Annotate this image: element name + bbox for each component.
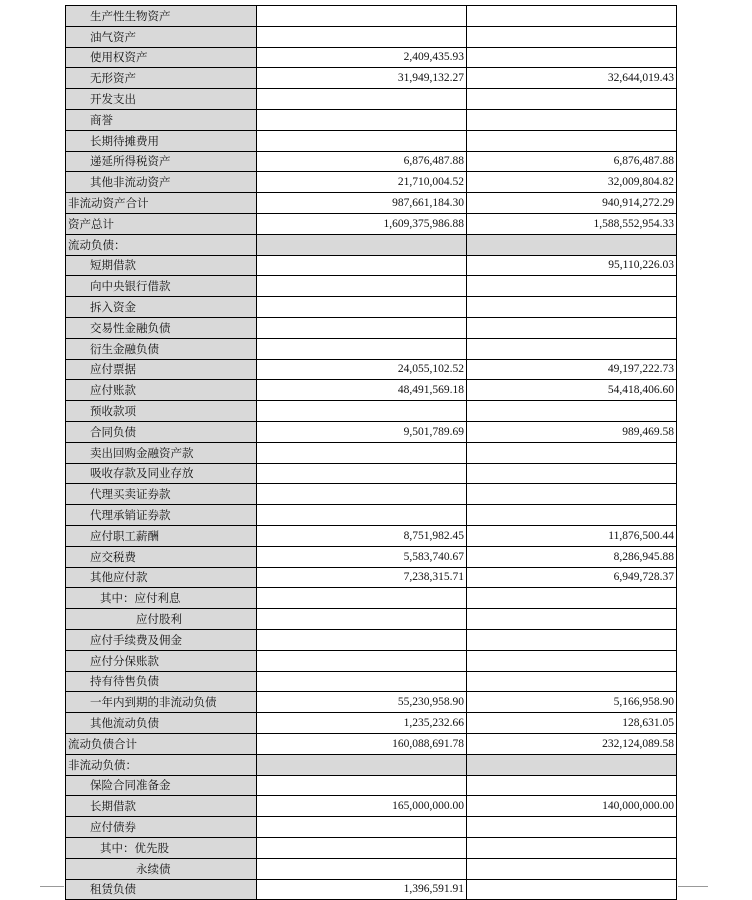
table-row <box>65 442 677 463</box>
period-end-value: 160,088,691.78 <box>392 737 464 750</box>
row-label-cell <box>65 463 256 484</box>
row-label-cell <box>65 650 256 671</box>
period-end-value: 987,661,184.30 <box>392 197 464 210</box>
period-begin-value-cell <box>466 546 677 567</box>
row-label-cell <box>65 296 256 317</box>
row-label: 生产性生物资产 <box>90 8 171 23</box>
row-label: 预收款项 <box>90 404 136 419</box>
row-label: 向中央银行借款 <box>90 279 171 294</box>
row-label: 资产总计 <box>68 216 114 231</box>
row-label-cell <box>65 525 256 546</box>
period-end-value-cell <box>256 5 466 26</box>
period-begin-value-cell <box>466 213 677 234</box>
period-begin-value-cell <box>466 151 677 172</box>
row-label: 应交税费 <box>90 549 136 564</box>
row-label-cell <box>65 816 256 837</box>
period-end-value-cell <box>256 608 466 629</box>
period-begin-value: 5,166,958.90 <box>613 696 674 709</box>
row-label-cell <box>65 421 256 442</box>
period-begin-value-cell <box>466 67 677 88</box>
table-row <box>65 671 677 692</box>
row-label: 持有待售负债 <box>90 674 159 689</box>
period-end-value-cell <box>256 629 466 650</box>
table-row <box>65 733 677 754</box>
period-end-value: 55,230,958.90 <box>397 696 464 709</box>
period-end-value-cell <box>256 421 466 442</box>
table-row <box>65 338 677 359</box>
row-label-cell <box>65 26 256 47</box>
period-end-value: 1,609,375,986.88 <box>383 217 464 230</box>
row-label-cell <box>65 858 256 879</box>
row-label: 永续债 <box>136 861 171 876</box>
table-row <box>65 88 677 109</box>
period-end-value: 8,751,982.45 <box>403 529 464 542</box>
period-begin-value-cell <box>466 317 677 338</box>
row-label-cell <box>65 109 256 130</box>
period-begin-value: 140,000,000.00 <box>602 800 674 813</box>
row-label: 长期借款 <box>90 799 136 814</box>
table-row <box>65 483 677 504</box>
period-end-value: 9,501,789.69 <box>403 425 464 438</box>
table-row <box>65 546 677 567</box>
period-begin-value-cell <box>466 629 677 650</box>
row-label: 流动负债合计 <box>68 736 137 751</box>
period-begin-value: 6,949,728.37 <box>613 571 674 584</box>
table-row <box>65 255 677 276</box>
period-begin-value-cell <box>466 400 677 421</box>
period-end-value-cell <box>256 587 466 608</box>
period-begin-value-cell <box>466 712 677 733</box>
period-begin-value-cell <box>466 858 677 879</box>
row-label-cell <box>65 151 256 172</box>
row-label-cell <box>65 5 256 26</box>
row-label-cell <box>65 483 256 504</box>
period-begin-value: 940,914,272.29 <box>602 197 674 210</box>
table-row <box>65 5 677 26</box>
period-begin-value: 128,631.05 <box>622 717 674 730</box>
row-label: 拆入资金 <box>90 300 136 315</box>
row-label: 应付票据 <box>90 362 136 377</box>
period-end-value-cell <box>256 712 466 733</box>
row-label: 一年内到期的非流动负债 <box>90 695 217 710</box>
row-label: 卖出回购金融资产款 <box>90 445 194 460</box>
row-label-cell <box>65 546 256 567</box>
row-label: 代理买卖证券款 <box>90 487 171 502</box>
period-end-value-cell <box>256 317 466 338</box>
period-begin-value-cell <box>466 47 677 68</box>
table-row <box>65 691 677 712</box>
period-end-value: 6,876,487.88 <box>403 155 464 168</box>
period-begin-value-cell <box>466 608 677 629</box>
row-label: 代理承销证券款 <box>90 508 171 523</box>
period-end-value-cell <box>256 442 466 463</box>
period-end-value-cell <box>256 171 466 192</box>
row-label-cell <box>65 213 256 234</box>
row-label-cell <box>65 671 256 692</box>
period-begin-value-cell <box>466 816 677 837</box>
period-end-value-cell <box>256 359 466 380</box>
period-begin-value: 989,469.58 <box>622 425 674 438</box>
row-label: 吸收存款及同业存放 <box>90 466 194 481</box>
row-label-cell <box>65 504 256 525</box>
table-row <box>65 234 677 255</box>
period-begin-value-cell <box>466 504 677 525</box>
balance-sheet-table <box>65 5 677 897</box>
period-end-value-cell <box>256 234 466 255</box>
period-end-value-cell <box>256 504 466 525</box>
table-row <box>65 379 677 400</box>
table-row <box>65 296 677 317</box>
period-begin-value-cell <box>466 26 677 47</box>
period-end-value-cell <box>256 88 466 109</box>
row-label-cell <box>65 130 256 151</box>
period-end-value-cell <box>256 754 466 775</box>
table-row <box>65 858 677 879</box>
row-label: 应付分保账款 <box>90 653 159 668</box>
table-row <box>65 504 677 525</box>
period-end-value: 31,949,132.27 <box>397 72 464 85</box>
period-begin-value-cell <box>466 483 677 504</box>
table-row <box>65 816 677 837</box>
row-label-cell <box>65 255 256 276</box>
row-label-cell <box>65 47 256 68</box>
row-label: 保险合同准备金 <box>90 778 171 793</box>
period-end-value-cell <box>256 275 466 296</box>
period-end-value-cell <box>256 650 466 671</box>
period-end-value-cell <box>256 296 466 317</box>
row-label: 使用权资产 <box>90 50 148 65</box>
period-begin-value-cell <box>466 733 677 754</box>
row-label: 衍生金融负债 <box>90 341 159 356</box>
row-label-cell <box>65 359 256 380</box>
row-label: 应付股利 <box>136 612 182 627</box>
period-begin-value-cell <box>466 88 677 109</box>
table-row <box>65 151 677 172</box>
period-begin-value: 95,110,226.03 <box>608 259 674 272</box>
row-label-cell <box>65 192 256 213</box>
period-begin-value-cell <box>466 837 677 858</box>
row-label-cell <box>65 234 256 255</box>
period-end-value-cell <box>256 483 466 504</box>
period-begin-value-cell <box>466 442 677 463</box>
table-row <box>65 463 677 484</box>
table-row <box>65 567 677 588</box>
row-label-cell <box>65 317 256 338</box>
row-label: 其他流动负债 <box>90 716 159 731</box>
table-row <box>65 754 677 775</box>
period-begin-value: 1,588,552,954.33 <box>593 217 674 230</box>
row-label: 合同负债 <box>90 424 136 439</box>
period-end-value-cell <box>256 26 466 47</box>
period-end-value-cell <box>256 151 466 172</box>
table-row <box>65 192 677 213</box>
period-begin-value-cell <box>466 296 677 317</box>
page-corner-mark <box>678 886 708 893</box>
row-label: 租赁负债 <box>90 882 136 897</box>
period-end-value-cell <box>256 546 466 567</box>
period-end-value-cell <box>256 130 466 151</box>
period-begin-value-cell <box>466 192 677 213</box>
period-begin-value-cell <box>466 109 677 130</box>
row-label: 应付账款 <box>90 383 136 398</box>
row-label: 流动负债： <box>68 237 126 252</box>
period-begin-value-cell <box>466 421 677 442</box>
period-begin-value-cell <box>466 525 677 546</box>
period-begin-value-cell <box>466 567 677 588</box>
period-begin-value: 32,644,019.43 <box>607 72 674 85</box>
row-label: 其中：应付利息 <box>100 591 181 606</box>
period-end-value-cell <box>256 525 466 546</box>
row-label: 长期待摊费用 <box>90 133 159 148</box>
row-label: 非流动资产合计 <box>68 196 149 211</box>
period-begin-value-cell <box>466 338 677 359</box>
row-label: 短期借款 <box>90 258 136 273</box>
period-begin-value-cell <box>466 379 677 400</box>
period-end-value-cell <box>256 463 466 484</box>
table-row <box>65 608 677 629</box>
row-label-cell <box>65 379 256 400</box>
period-end-value-cell <box>256 858 466 879</box>
period-end-value-cell <box>256 567 466 588</box>
row-label-cell <box>65 879 256 900</box>
period-end-value-cell <box>256 400 466 421</box>
period-begin-value-cell <box>466 650 677 671</box>
row-label: 无形资产 <box>90 71 136 86</box>
row-label: 应付债券 <box>90 820 136 835</box>
period-begin-value-cell <box>466 775 677 796</box>
table-row <box>65 712 677 733</box>
row-label-cell <box>65 775 256 796</box>
row-label: 非流动负债： <box>68 757 137 772</box>
period-end-value-cell <box>256 213 466 234</box>
period-begin-value-cell <box>466 671 677 692</box>
row-label-cell <box>65 400 256 421</box>
table-row <box>65 171 677 192</box>
period-begin-value: 8,286,945.88 <box>613 550 674 563</box>
period-begin-value-cell <box>466 255 677 276</box>
table-row <box>65 67 677 88</box>
table-row <box>65 650 677 671</box>
row-label-cell <box>65 712 256 733</box>
row-label: 开发支出 <box>90 92 136 107</box>
period-end-value-cell <box>256 691 466 712</box>
period-begin-value-cell <box>466 5 677 26</box>
table-row <box>65 400 677 421</box>
table-row <box>65 525 677 546</box>
row-label-cell <box>65 733 256 754</box>
table-row <box>65 26 677 47</box>
period-begin-value-cell <box>466 754 677 775</box>
row-label: 应付职工薪酬 <box>90 528 159 543</box>
row-label-cell <box>65 171 256 192</box>
period-end-value-cell <box>256 671 466 692</box>
row-label: 商誉 <box>90 112 113 127</box>
row-label: 其他应付款 <box>90 570 148 585</box>
period-end-value: 21,710,004.52 <box>397 176 464 189</box>
period-begin-value: 232,124,089.58 <box>602 737 674 750</box>
row-label-cell <box>65 691 256 712</box>
period-end-value: 48,491,569.18 <box>397 384 464 397</box>
row-label: 其中：优先股 <box>100 840 169 855</box>
period-end-value-cell <box>256 255 466 276</box>
table-row <box>65 421 677 442</box>
table-row <box>65 47 677 68</box>
row-label-cell <box>65 837 256 858</box>
table-row <box>65 213 677 234</box>
row-label-cell <box>65 608 256 629</box>
period-begin-value-cell <box>466 234 677 255</box>
row-label-cell <box>65 338 256 359</box>
period-end-value-cell <box>256 837 466 858</box>
table-row <box>65 275 677 296</box>
period-begin-value: 6,876,487.88 <box>613 155 674 168</box>
table-row <box>65 879 677 900</box>
row-label-cell <box>65 442 256 463</box>
period-begin-value: 54,418,406.60 <box>607 384 674 397</box>
period-end-value-cell <box>256 192 466 213</box>
table-row <box>65 629 677 650</box>
period-begin-value-cell <box>466 359 677 380</box>
row-label-cell <box>65 67 256 88</box>
period-end-value-cell <box>256 338 466 359</box>
row-label: 应付手续费及佣金 <box>90 632 182 647</box>
row-label-cell <box>65 275 256 296</box>
period-end-value-cell <box>256 879 466 900</box>
row-label: 油气资产 <box>90 29 136 44</box>
row-label: 递延所得税资产 <box>90 154 171 169</box>
period-end-value: 24,055,102.52 <box>397 363 464 376</box>
period-end-value: 1,235,232.66 <box>403 717 464 730</box>
row-label-cell <box>65 795 256 816</box>
period-end-value: 165,000,000.00 <box>392 800 464 813</box>
row-label-cell <box>65 629 256 650</box>
period-begin-value-cell <box>466 130 677 151</box>
row-label-cell <box>65 587 256 608</box>
row-label-cell <box>65 88 256 109</box>
period-begin-value-cell <box>466 691 677 712</box>
period-begin-value-cell <box>466 587 677 608</box>
period-end-value-cell <box>256 733 466 754</box>
period-end-value: 1,396,591.91 <box>403 883 464 896</box>
period-begin-value: 49,197,222.73 <box>607 363 674 376</box>
period-end-value-cell <box>256 379 466 400</box>
period-end-value-cell <box>256 47 466 68</box>
period-end-value: 7,238,315.71 <box>403 571 464 584</box>
period-end-value-cell <box>256 109 466 130</box>
row-label-cell <box>65 567 256 588</box>
period-begin-value-cell <box>466 879 677 900</box>
table-row <box>65 109 677 130</box>
period-begin-value: 11,876,500.44 <box>608 529 674 542</box>
period-begin-value-cell <box>466 463 677 484</box>
row-label: 其他非流动资产 <box>90 175 171 190</box>
table-row <box>65 130 677 151</box>
row-label-cell <box>65 754 256 775</box>
table-row <box>65 587 677 608</box>
table-row <box>65 775 677 796</box>
period-begin-value-cell <box>466 275 677 296</box>
period-begin-value: 32,009,804.82 <box>607 176 674 189</box>
period-end-value-cell <box>256 795 466 816</box>
period-begin-value-cell <box>466 171 677 192</box>
page-corner-mark <box>40 886 64 893</box>
table-row <box>65 359 677 380</box>
period-end-value: 2,409,435.93 <box>403 51 464 64</box>
period-end-value-cell <box>256 816 466 837</box>
table-row <box>65 837 677 858</box>
row-label: 交易性金融负债 <box>90 320 171 335</box>
period-end-value-cell <box>256 67 466 88</box>
period-begin-value-cell <box>466 795 677 816</box>
period-end-value: 5,583,740.67 <box>403 550 464 563</box>
period-end-value-cell <box>256 775 466 796</box>
table-row <box>65 795 677 816</box>
table-row <box>65 317 677 338</box>
